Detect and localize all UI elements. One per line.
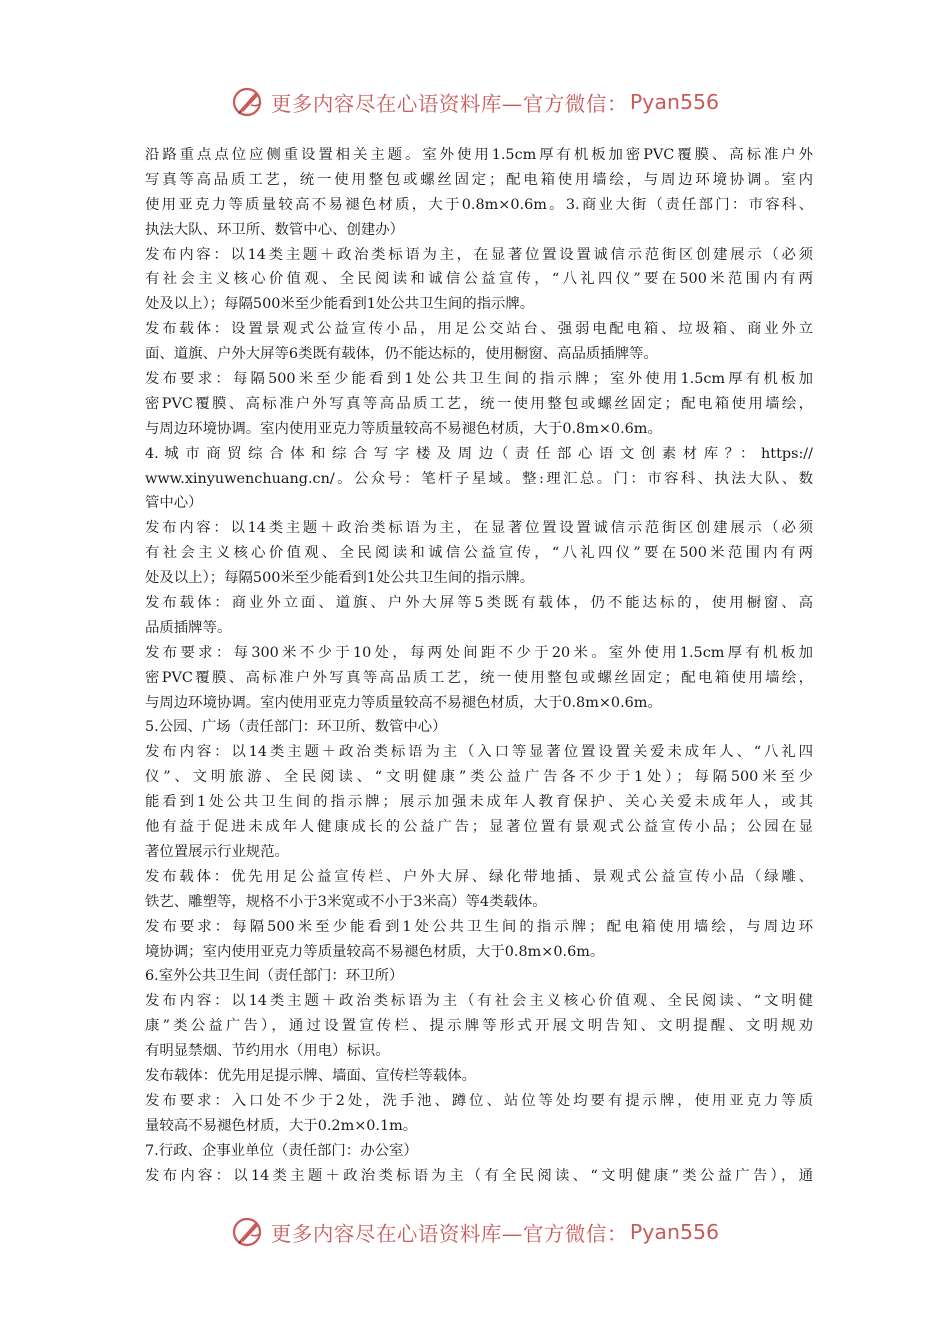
text-line: 沿路重点点位应侧重设置相关主题。室外使用1.5cm厚有机板加密PVC覆膜、高标准户外 xyxy=(145,147,813,163)
text-line: 6.室外公共卫生间（责任部门：环卫所） xyxy=(145,968,404,985)
text-line: 发布载体：优先用足公益宣传栏、户外大屏、绿化带地插、景观式公益宣传小品（绿雕、 xyxy=(145,868,813,885)
text-line: 处及以上）；每隔500米至少能看到1处公共卫生间的指示牌。 xyxy=(145,570,535,587)
footer-banner-text: 更多内容尽在心语资料库—官方微信： xyxy=(270,1222,628,1246)
text-line: 发布载体：商业外立面、道旗、户外大屏等5类既有载体，仍不能达标的，使用橱窗、高 xyxy=(145,595,813,612)
text-line: 发布内容：以14类主题＋政治类标语为主（有全民阅读、“文明健康”类公益广告），通 xyxy=(145,1167,813,1184)
text-line: 发布载体：优先用足提示牌、墙面、宣传栏等载体。 xyxy=(145,1067,476,1084)
text-line: 发布要求：入口处不少于2处，洗手池、蹲位、站位等处均要有提示牌，使用亚克力等质 xyxy=(145,1092,813,1109)
text-line: 使用亚克力等质量较高不易褪色材质，大于0.8m×0.6m。3.商业大街（责任部门：市容科、 xyxy=(145,196,813,213)
footer-wechat-id: Pyan556 xyxy=(629,1220,720,1244)
text-line: 面、道旗、户外大屏等6类既有载体，仍不能达标的，使用橱窗、高品质插牌等。 xyxy=(145,346,658,363)
text-line: 境协调；室内使用亚克力等质量较高不易褪色材质，大于0.8m×0.6m。 xyxy=(145,943,605,960)
text-line: 发布载体：设置景观式公益宣传小品，用足公交站台、强弱电配电箱、垃圾箱、商业外立 xyxy=(145,321,813,338)
text-line: 执法大队、环卫所、数管中心、创建办） xyxy=(145,221,405,238)
text-line: 发布内容：以14类主题＋政治类标语为主（入口等显著位置设置关爱未成年人、“八礼四 xyxy=(145,744,813,761)
text-line: 有社会主义核心价值观、全民阅读和诚信公益宣传，“八礼四仪”要在500米范围内有两 xyxy=(145,271,813,288)
text-line: 发布内容：以14类主题＋政治类标语为主，在显著位置设置诚信示范街区创建展示（必须 xyxy=(145,246,813,263)
text-line: 与周边环境协调。室内使用亚克力等质量较高不易褪色材质，大于0.8m×0.6m。 xyxy=(145,694,662,711)
text-line: 密PVC覆膜、高标准户外写真等高品质工艺，统一使用整包或螺丝固定；配电箱使用墙绘， xyxy=(145,669,813,686)
text-line: 7.行政、企事业单位（责任部门：办公室） xyxy=(145,1142,418,1159)
text-line: 有社会主义核心价值观、全民阅读和诚信公益宣传，“八礼四仪”要在500米范围内有两 xyxy=(145,545,813,562)
text-line: 处及以上）；每隔500米至少能看到1处公共卫生间的指示牌。 xyxy=(145,296,535,313)
text-line: 5.公园、广场（责任部门：环卫所、数管中心） xyxy=(145,719,447,736)
text-line: 与周边环境协调。室内使用亚克力等质量较高不易褪色材质，大于0.8m×0.6m。 xyxy=(145,420,662,437)
footer-banner xyxy=(0,1210,950,1254)
text-line: 4. 城 市 商 贸 综 合 体 和 综 合 写 字 楼 及 周 边（ 责 任 部 心 语 文 创 素 材 库 ？： https:// xyxy=(145,445,813,462)
text-line: 管中心） xyxy=(145,495,203,512)
text-line: www.xinyuwenchuang.cn/。公众号：笔杆子星域。整:理汇总。门：市容科、执法大队、数 xyxy=(145,470,813,487)
text-line: 发布内容：以14类主题＋政治类标语为主（有社会主义核心价值观、全民阅读、“文明健 xyxy=(145,993,813,1010)
text-line: 有明显禁烟、节约用水（用电）标识。 xyxy=(145,1043,390,1060)
pen-logo-icon xyxy=(231,85,265,119)
header-wechat-id: Pyan556 xyxy=(629,90,720,114)
text-line: 铁艺、雕塑等，规格不小于3米宽或不小于3米高）等4类载体。 xyxy=(145,893,547,910)
text-line: 仪”、文明旅游、全民阅读、“文明健康”类公益广告各不少于1处）；每隔500米至少 xyxy=(145,769,813,786)
text-line: 密PVC覆膜、高标准户外写真等高品质工艺，统一使用整包或螺丝固定；配电箱使用墙绘， xyxy=(145,395,813,412)
text-line: 发布要求：每300米不少于10处，每两处间距不少于20米。室外使用1.5cm厚有机板加 xyxy=(145,644,813,661)
text-line: 品质插牌等。 xyxy=(145,619,232,636)
text-line: 他有益于促进未成年人健康成长的公益广告；显著位置有景观式公益宣传小品；公园在显 xyxy=(145,819,813,836)
header-banner-text: 更多内容尽在心语资料库—官方微信： xyxy=(270,92,628,116)
text-line: 能看到1处公共卫生间的指示牌；展示加强未成年人教育保护、关心关爱未成年人，或其 xyxy=(145,794,813,811)
text-line: 康”类公益广告），通过设置宣传栏、提示牌等形式开展文明告知、文明提醒、文明规劝 xyxy=(145,1018,813,1035)
text-line: 写真等高品质工艺，统一使用整包或螺丝固定；配电箱使用墙绘，与周边环境协调。室内 xyxy=(145,171,813,188)
text-line: 发布内容：以14类主题＋政治类标语为主，在显著位置设置诚信示范街区创建展示（必须 xyxy=(145,520,813,537)
pen-logo-icon xyxy=(231,1215,265,1249)
header-banner xyxy=(0,80,950,124)
document-body xyxy=(145,143,813,1188)
text-line: 量较高不易褪色材质，大于0.2m×0.1m。 xyxy=(145,1117,418,1134)
text-line: 发布要求：每隔500米至少能看到1处公共卫生间的指示牌；室外使用1.5cm厚有机板加 xyxy=(145,371,813,388)
text-line: 著位置展示行业规范。 xyxy=(145,843,289,860)
text-line: 发布要求：每隔500米至少能看到1处公共卫生间的指示牌；配电箱使用墙绘，与周边环 xyxy=(145,918,813,935)
